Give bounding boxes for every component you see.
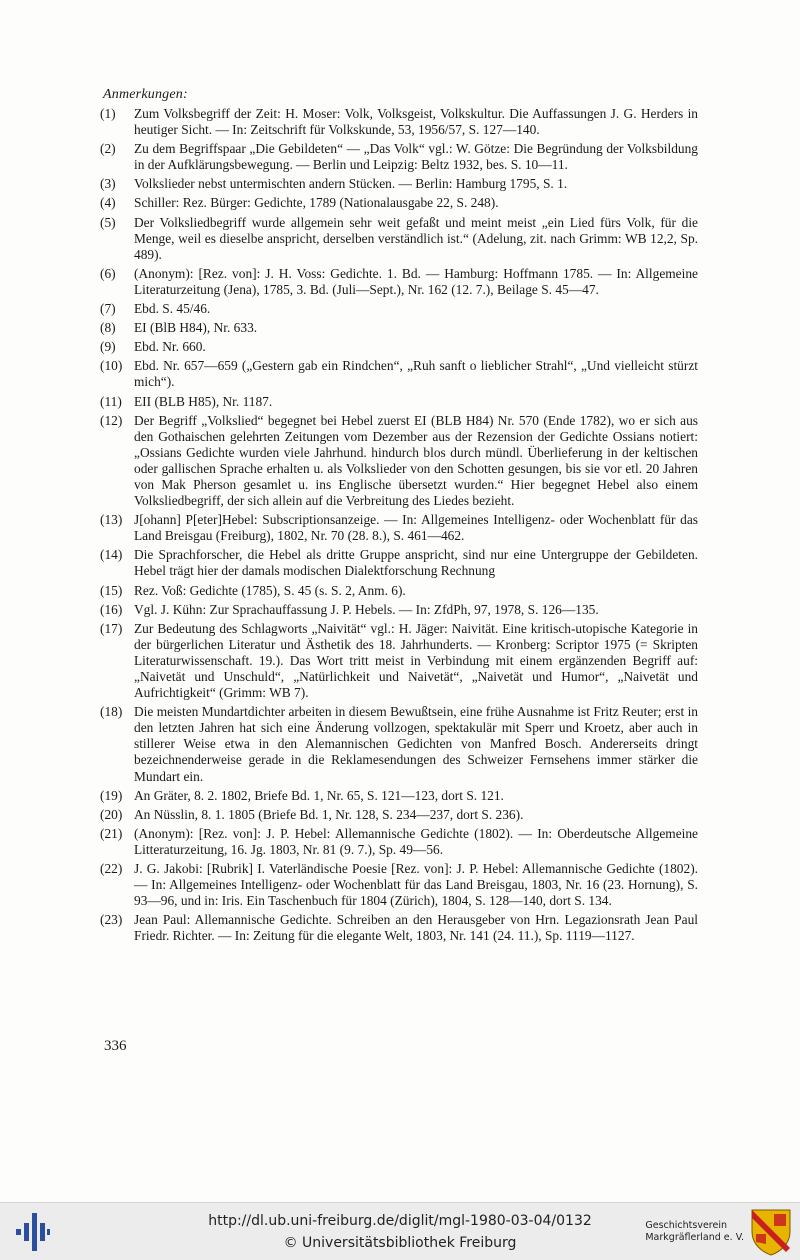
note-item — [100, 602, 698, 618]
note-number: (8) — [100, 320, 116, 336]
note-text: Volkslieder nebst untermischten andern Stücken. — Berlin: Hamburg 1795, S. 1. — [134, 176, 568, 192]
note-item — [100, 861, 698, 909]
note-item — [100, 358, 698, 390]
note-text: Jean Paul: Allemannische Gedichte. Schreiben an den Herausgeber von Hrn. Legazionsrath Jean Paul Friedr. Richter. — In: Zeitung für die elegante Welt, 1803, Nr. 141 (24. 11.), Sp. 1119—1127. — [134, 912, 698, 944]
note-item — [100, 301, 698, 317]
footer-url-link[interactable]: http://dl.ub.uni-freiburg.de/diglit/mgl-1980-03-04/0132 — [208, 1213, 592, 1229]
note-text: (Anonym): [Rez. von]: J. P. Hebel: Allemannische Gedichte (1802). — In: Oberdeutsche Allgemeine Litteraturzeitung, 16. Jg. 1803, Nr. 81 (9. 7.), Sp. 49—56. — [134, 825, 698, 857]
note-number: (17) — [100, 620, 123, 636]
note-text: An Gräter, 8. 2. 1802, Briefe Bd. 1, Nr. 65, S. 121—123, dort S. 121. — [134, 787, 504, 803]
note-text: Die meisten Mundartdichter arbeiten in diesem Bewußtsein, eine frühe Ausnahme ist Fritz Reuter; erst in den letzten Jahren hat sich eine Änderung vollzogen, spektakulär mit Sperr und Kroetz, aber auch in stillerer Weise etwa in den Alemannischen Gedichten von Manfred Bosch. Andererseits dringt bezeichnenderweise gerade in die Reklamesendungen des Schweizer Fernsehens immer stärker die Mundart ein. — [134, 704, 698, 784]
notes-list — [100, 106, 698, 948]
note-item — [100, 106, 698, 138]
note-item — [100, 320, 698, 336]
footer-organization — [645, 1220, 744, 1244]
note-item — [100, 141, 698, 173]
note-number: (15) — [100, 582, 123, 598]
note-item — [100, 621, 698, 701]
footer-bar — [0, 1202, 800, 1260]
note-item — [100, 339, 698, 355]
note-text: EII (BLB H85), Nr. 1187. — [134, 393, 273, 409]
note-number: (13) — [100, 512, 123, 528]
org-name-line2: Markgräflerland e. V. — [645, 1232, 744, 1243]
note-number: (16) — [100, 601, 123, 617]
note-number: (4) — [100, 195, 116, 211]
note-item — [100, 394, 698, 410]
note-text: Schiller: Rez. Bürger: Gedichte, 1789 (Nationalausgabe 22, S. 248). — [134, 195, 499, 211]
note-text: Zur Bedeutung des Schlagworts „Naivität“ vgl.: H. Jäger: Naivität. Eine kritisch-utopische Kategorie in der bürgerlichen Literatur und Ästhetik des 18. Jahrhunderts. — Kronberg: Scriptor 1975 (= Skripten Literaturwissenschaft. 19.). Das Wort tritt meist in Verbindung mit einem ergänzenden Begriff auf: „Naivetät und Unschuld“, „Natürlichkeit und Naivetät“, „Naivetät und Humor“, „Naivetät und Aufrichtigkeit“ (Grimm: WB 7). — [134, 620, 698, 701]
note-text: Der Begriff „Volkslied“ begegnet bei Hebel zuerst EI (BLB H84) Nr. 570 (Ende 1782), wo er sich aus den Gothaischen gelehrten Zeitungen vom Dezember aus der Rezension der Gedichte Ossians notiert: „Ossians Gedichte wurden viele Jahrhund. hindurch blos durch mündl. Überlieferung in der keltischen oder gallischen Sprache erhalten u. als Volkslieder von den Schotten gesungen, bis sie vor etl. 20 Jahren von Mak Pherson gesamlet u. ins Englische übersetzt wurden.“ Hier begegnet Hebel also einem Volksliedbegriff, der sich allein auf die Verbreitung des Liedes bezieht. — [134, 412, 698, 509]
note-item — [100, 413, 698, 510]
note-item — [100, 788, 698, 804]
note-number: (2) — [100, 141, 116, 157]
note-text: J[ohann] P[eter]Hebel: Subscriptionsanzeige. — In: Allgemeines Intelligenz- oder Wochenblatt für das Land Breisgau (Freiburg), 1802, Nr. 70 (28. 8.), S. 461—462. — [134, 512, 698, 544]
note-text: Zu dem Begriffspaar „Die Gebildeten“ — „Das Volk“ vgl.: W. Götze: Die Begründung der Volksbildung in der Aufklärungsbewegung. — Berlin und Leipzig: Beltz 1932, bes. S. 10—11. — [134, 141, 698, 173]
note-number: (23) — [100, 912, 123, 928]
note-item — [100, 704, 698, 784]
note-text: Ebd. S. 45/46. — [134, 301, 211, 317]
note-text: Ebd. Nr. 660. — [134, 339, 206, 355]
note-item — [100, 547, 698, 579]
page-number: 336 — [104, 1038, 127, 1054]
org-name-line1: Geschichtsverein — [645, 1220, 727, 1231]
note-item — [100, 215, 698, 263]
note-number: (22) — [100, 861, 123, 877]
note-text: Der Volksliedbegriff wurde allgemein sehr weit gefaßt und meint meist „ein Lied fürs Volk, für die Menge, weil es dieselbe anspricht, derselben verständlich ist.“ (Adelung, zit. nach Grimm: WB 12,2, Sp. 489). — [134, 214, 698, 262]
note-text: Vgl. J. Kühn: Zur Sprachauffassung J. P. Hebels. — In: ZfdPh, 97, 1978, S. 126—135. — [134, 601, 599, 617]
note-number: (7) — [100, 301, 116, 317]
note-item — [100, 826, 698, 858]
note-text: Rez. Voß: Gedichte (1785), S. 45 (s. S. 2, Anm. 6). — [134, 582, 406, 598]
footer-copyright: © Universitätsbibliothek Freiburg — [283, 1235, 517, 1251]
note-number: (18) — [100, 704, 123, 720]
note-number: (14) — [100, 547, 123, 563]
note-number: (6) — [100, 265, 116, 281]
note-number: (3) — [100, 176, 116, 192]
note-item — [100, 512, 698, 544]
note-item — [100, 807, 698, 823]
note-text: EI (BlB H84), Nr. 633. — [134, 320, 258, 336]
note-number: (10) — [100, 358, 123, 374]
note-item — [100, 266, 698, 298]
note-item — [100, 912, 698, 944]
note-number: (19) — [100, 787, 123, 803]
note-text: Zum Volksbegriff der Zeit: H. Moser: Volk, Volksgeist, Volkskultur. Die Auffassungen J. G. Herders in heutiger Sicht. — In: Zeitschrift für Volkskunde, 53, 1956/57, S. 127—140. — [134, 106, 698, 138]
note-number: (21) — [100, 825, 123, 841]
note-number: (9) — [100, 339, 116, 355]
note-number: (5) — [100, 214, 116, 230]
crest-icon — [750, 1208, 792, 1256]
note-number: (20) — [100, 806, 123, 822]
notes-heading: Anmerkungen: — [103, 87, 188, 102]
note-text: Ebd. Nr. 657—659 („Gestern gab ein Rindchen“, „Ruh sanft o lieblicher Strahl“, „Und vielleicht stürzt mich“). — [134, 358, 698, 390]
note-text: (Anonym): [Rez. von]: J. H. Voss: Gedichte. 1. Bd. — Hamburg: Hoffmann 1785. — In: Allgemeine Literaturzeitung (Jena), 1785, 3. Bd. (Juli—Sept.), Nr. 162 (12. 7.), Beilage S. 45—47. — [134, 265, 698, 297]
note-number: (11) — [100, 393, 122, 409]
note-text: An Nüsslin, 8. 1. 1805 (Briefe Bd. 1, Nr. 128, S. 234—237, dort S. 236). — [134, 806, 524, 822]
note-number: (1) — [100, 106, 116, 121]
note-item — [100, 176, 698, 192]
note-number: (12) — [100, 412, 123, 428]
note-item — [100, 195, 698, 211]
note-text: Die Sprachforscher, die Hebel als dritte Gruppe anspricht, sind nur eine Untergruppe der Gebildeten. Hebel trägt hier der damals modischen Dialektforschung Rechnung — [134, 547, 698, 579]
note-text: J. G. Jakobi: [Rubrik] I. Vaterländische Poesie [Rez. von]: J. P. Hebel: Allemannische Gedichte (1802). — In: Allgemeines Intelligenz- oder Wochenblatt für das Land Breisgau, 1803, Nr. 16 (23. Hornung), S. 93—96, und in: Iris. Ein Taschenbuch für 1804 (Zürich), 1804, S. 128—140, dort S. 134. — [134, 861, 698, 909]
note-item — [100, 583, 698, 599]
